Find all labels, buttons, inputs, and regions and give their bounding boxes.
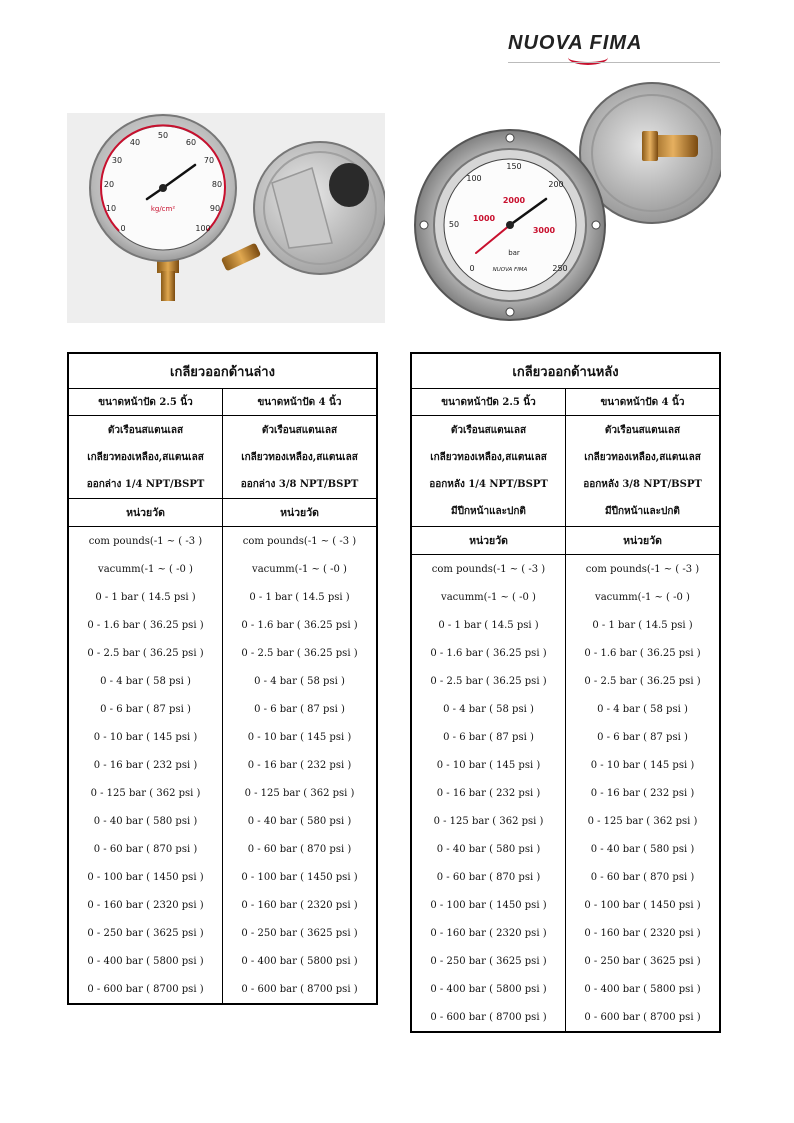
range-cell: 0 - 600 bar ( 8700 psi ) (411, 1003, 566, 1032)
range-cell: 0 - 400 bar ( 5800 psi ) (411, 975, 566, 1003)
svg-text:1000: 1000 (472, 214, 496, 223)
range-list (411, 555, 720, 1033)
spec-thread: เกลียวทองเหลือง,สแตนเลส (584, 452, 701, 463)
dial-size-4-inch: ขนาดหน้าปัด 4 นิ้ว (566, 389, 721, 416)
range-cell: 0 - 2.5 bar ( 36.25 psi ) (223, 639, 378, 667)
range-cell: 0 - 6 bar ( 87 psi ) (68, 695, 223, 723)
range-cell: 0 - 16 bar ( 232 psi ) (223, 751, 378, 779)
table-row (68, 919, 377, 947)
range-cell: 0 - 10 bar ( 145 psi ) (223, 723, 378, 751)
range-cell: 0 - 250 bar ( 3625 psi ) (411, 947, 566, 975)
table-row (411, 555, 720, 584)
spec-connection: ออกล่าง 1/4 NPT/BSPT (86, 478, 205, 490)
range-cell: 0 - 600 bar ( 8700 psi ) (566, 1003, 721, 1032)
svg-text:20: 20 (103, 180, 115, 189)
range-list (68, 527, 377, 1005)
back-mount-gauge-illustration (410, 75, 721, 330)
range-cell: 0 - 4 bar ( 58 psi ) (566, 695, 721, 723)
table-row (411, 723, 720, 751)
table-row (68, 667, 377, 695)
bottom-connection-table (67, 352, 378, 1005)
spec-thread: เกลียวทองเหลือง,สแตนเลส (430, 452, 547, 463)
spec-thread: เกลียวทองเหลือง,สแตนเลส (87, 451, 204, 463)
spec-thread: เกลียวทองเหลือง,สแตนเลส (241, 451, 358, 463)
table-row (411, 611, 720, 639)
spec-case: ตัวเรือนสแตนเลส (261, 424, 338, 436)
range-cell: 0 - 1 bar ( 14.5 psi ) (566, 611, 721, 639)
photo-back-mount-gauge (410, 75, 721, 330)
svg-text:50: 50 (157, 131, 169, 140)
table-row (68, 947, 377, 975)
bottom-mount-gauge-illustration (67, 113, 385, 323)
range-cell: 0 - 160 bar ( 2320 psi ) (223, 891, 378, 919)
table-row (411, 751, 720, 779)
svg-text:50: 50 (448, 220, 460, 229)
range-cell: 0 - 16 bar ( 232 psi ) (566, 779, 721, 807)
table-row (68, 555, 377, 583)
range-cell: 0 - 160 bar ( 2320 psi ) (68, 891, 223, 919)
range-cell: 0 - 600 bar ( 8700 psi ) (223, 975, 378, 1004)
range-cell: com pounds(-1 ~ ( -3 ) (68, 527, 223, 556)
svg-text:2000: 2000 (502, 196, 526, 205)
svg-text:40: 40 (129, 138, 141, 147)
svg-text:0: 0 (120, 224, 126, 233)
table-row (411, 779, 720, 807)
logo-divider (508, 62, 720, 63)
range-cell: com pounds(-1 ~ ( -3 ) (566, 555, 721, 584)
dial-size-2-5-inch: ขนาดหน้าปัด 2.5 นิ้ว (411, 389, 566, 416)
range-cell: 0 - 250 bar ( 3625 psi ) (566, 947, 721, 975)
spec-connection: ออกหลัง 3/8 NPT/BSPT (583, 479, 702, 490)
unit-header: หน่วยวัด (411, 527, 566, 555)
photo-bottom-mount-gauge (67, 113, 385, 323)
range-cell: 0 - 40 bar ( 580 psi ) (223, 807, 378, 835)
spec-cell (68, 416, 223, 499)
table-row (411, 919, 720, 947)
range-cell: 0 - 6 bar ( 87 psi ) (411, 723, 566, 751)
spec-case: ตัวเรือนสแตนเลส (450, 425, 527, 436)
table-row (68, 891, 377, 919)
table-row (68, 975, 377, 1004)
range-cell: vacumm(-1 ~ ( -0 ) (68, 555, 223, 583)
svg-text:0: 0 (469, 264, 475, 273)
range-cell: 0 - 100 bar ( 1450 psi ) (566, 891, 721, 919)
table-row (411, 807, 720, 835)
table-row (411, 975, 720, 1003)
range-cell: 0 - 400 bar ( 5800 psi ) (223, 947, 378, 975)
svg-text:70: 70 (203, 156, 215, 165)
range-cell: 0 - 6 bar ( 87 psi ) (223, 695, 378, 723)
svg-text:kg/cm²: kg/cm² (150, 205, 176, 213)
range-cell: 0 - 160 bar ( 2320 psi ) (566, 919, 721, 947)
table-row (68, 695, 377, 723)
range-cell: 0 - 2.5 bar ( 36.25 psi ) (411, 667, 566, 695)
svg-text:bar: bar (508, 249, 520, 257)
unit-header: หน่วยวัด (566, 527, 721, 555)
table-row (411, 583, 720, 611)
range-cell: 0 - 125 bar ( 362 psi ) (411, 807, 566, 835)
range-cell: 0 - 2.5 bar ( 36.25 psi ) (68, 639, 223, 667)
unit-header: หน่วยวัด (68, 499, 223, 527)
spec-cell (223, 416, 378, 499)
svg-text:30: 30 (111, 156, 123, 165)
range-cell: 0 - 1 bar ( 14.5 psi ) (68, 583, 223, 611)
range-cell: 0 - 100 bar ( 1450 psi ) (223, 863, 378, 891)
range-cell: 0 - 1.6 bar ( 36.25 psi ) (411, 639, 566, 667)
back-connection-table (410, 352, 721, 1033)
table-row (411, 947, 720, 975)
range-cell: 0 - 2.5 bar ( 36.25 psi ) (566, 667, 721, 695)
range-cell: 0 - 10 bar ( 145 psi ) (566, 751, 721, 779)
range-cell: 0 - 1.6 bar ( 36.25 psi ) (223, 611, 378, 639)
range-cell: 0 - 40 bar ( 580 psi ) (411, 835, 566, 863)
range-cell: 0 - 40 bar ( 580 psi ) (566, 835, 721, 863)
range-cell: com pounds(-1 ~ ( -3 ) (223, 527, 378, 556)
dial-size-4-inch: ขนาดหน้าปัด 4 นิ้ว (223, 389, 378, 416)
spec-connection: ออกล่าง 3/8 NPT/BSPT (240, 478, 359, 490)
range-cell: 0 - 100 bar ( 1450 psi ) (68, 863, 223, 891)
range-cell: 0 - 60 bar ( 870 psi ) (566, 863, 721, 891)
range-cell: 0 - 4 bar ( 58 psi ) (411, 695, 566, 723)
range-cell: 0 - 60 bar ( 870 psi ) (68, 835, 223, 863)
unit-header: หน่วยวัด (223, 499, 378, 527)
range-cell: 0 - 400 bar ( 5800 psi ) (566, 975, 721, 1003)
table-row (68, 835, 377, 863)
svg-text:80: 80 (211, 180, 223, 189)
brand-logo (508, 30, 720, 64)
brand-name: NUOVA FIMA (508, 32, 643, 54)
range-cell: 0 - 400 bar ( 5800 psi ) (68, 947, 223, 975)
table-row (411, 695, 720, 723)
table-row (411, 1003, 720, 1032)
spec-case: ตัวเรือนสแตนเลส (107, 424, 184, 436)
spec-cell (566, 416, 721, 527)
svg-text:60: 60 (185, 138, 197, 147)
range-cell: 0 - 1.6 bar ( 36.25 psi ) (566, 639, 721, 667)
table-title: เกลียวออกด้านหลัง (411, 353, 720, 389)
table-row (411, 667, 720, 695)
range-cell: 0 - 40 bar ( 580 psi ) (68, 807, 223, 835)
range-cell: 0 - 4 bar ( 58 psi ) (223, 667, 378, 695)
range-cell: 0 - 160 bar ( 2320 psi ) (411, 919, 566, 947)
table-row (411, 835, 720, 863)
range-cell: 0 - 125 bar ( 362 psi ) (566, 807, 721, 835)
table-row (68, 527, 377, 556)
spec-case: ตัวเรือนสแตนเลส (604, 425, 681, 436)
table-row (68, 863, 377, 891)
dial-size-2-5-inch: ขนาดหน้าปัด 2.5 นิ้ว (68, 389, 223, 416)
spec-cell (411, 416, 566, 527)
range-cell: 0 - 250 bar ( 3625 psi ) (223, 919, 378, 947)
svg-text:250: 250 (552, 264, 568, 273)
svg-text:200: 200 (548, 180, 564, 189)
table-row (68, 723, 377, 751)
table-row (68, 779, 377, 807)
svg-text:90: 90 (209, 204, 221, 213)
range-cell: 0 - 10 bar ( 145 psi ) (68, 723, 223, 751)
range-cell: 0 - 125 bar ( 362 psi ) (223, 779, 378, 807)
range-cell: vacumm(-1 ~ ( -0 ) (411, 583, 566, 611)
table-title: เกลียวออกด้านล่าง (68, 353, 377, 389)
table-row (411, 863, 720, 891)
range-cell: vacumm(-1 ~ ( -0 ) (566, 583, 721, 611)
table-row (411, 639, 720, 667)
spec-flange: มีปีกหน้าและปกติ (605, 506, 680, 517)
svg-text:100: 100 (195, 224, 211, 233)
range-cell: 0 - 1 bar ( 14.5 psi ) (223, 583, 378, 611)
range-cell: 0 - 600 bar ( 8700 psi ) (68, 975, 223, 1004)
table-row (68, 639, 377, 667)
table-row (68, 611, 377, 639)
table-row (68, 583, 377, 611)
range-cell: 0 - 4 bar ( 58 psi ) (68, 667, 223, 695)
range-cell: 0 - 6 bar ( 87 psi ) (566, 723, 721, 751)
svg-text:10: 10 (105, 204, 117, 213)
table-row (68, 807, 377, 835)
range-cell: vacumm(-1 ~ ( -0 ) (223, 555, 378, 583)
range-cell: 0 - 60 bar ( 870 psi ) (411, 863, 566, 891)
spec-connection: ออกหลัง 1/4 NPT/BSPT (429, 479, 548, 490)
svg-text:3000: 3000 (532, 226, 556, 235)
table-row (68, 751, 377, 779)
range-cell: 0 - 16 bar ( 232 psi ) (411, 779, 566, 807)
table-row (411, 891, 720, 919)
range-cell: 0 - 1.6 bar ( 36.25 psi ) (68, 611, 223, 639)
range-cell: 0 - 60 bar ( 870 psi ) (223, 835, 378, 863)
range-cell: 0 - 125 bar ( 362 psi ) (68, 779, 223, 807)
range-cell: 0 - 16 bar ( 232 psi ) (68, 751, 223, 779)
svg-text:150: 150 (506, 162, 522, 171)
range-cell: 0 - 1 bar ( 14.5 psi ) (411, 611, 566, 639)
range-cell: com pounds(-1 ~ ( -3 ) (411, 555, 566, 584)
range-cell: 0 - 10 bar ( 145 psi ) (411, 751, 566, 779)
range-cell: 0 - 250 bar ( 3625 psi ) (68, 919, 223, 947)
range-cell: 0 - 100 bar ( 1450 psi ) (411, 891, 566, 919)
svg-text:100: 100 (466, 174, 482, 183)
spec-flange: มีปีกหน้าและปกติ (451, 506, 526, 517)
svg-text:NUOVA FIMA: NUOVA FIMA (492, 267, 528, 273)
